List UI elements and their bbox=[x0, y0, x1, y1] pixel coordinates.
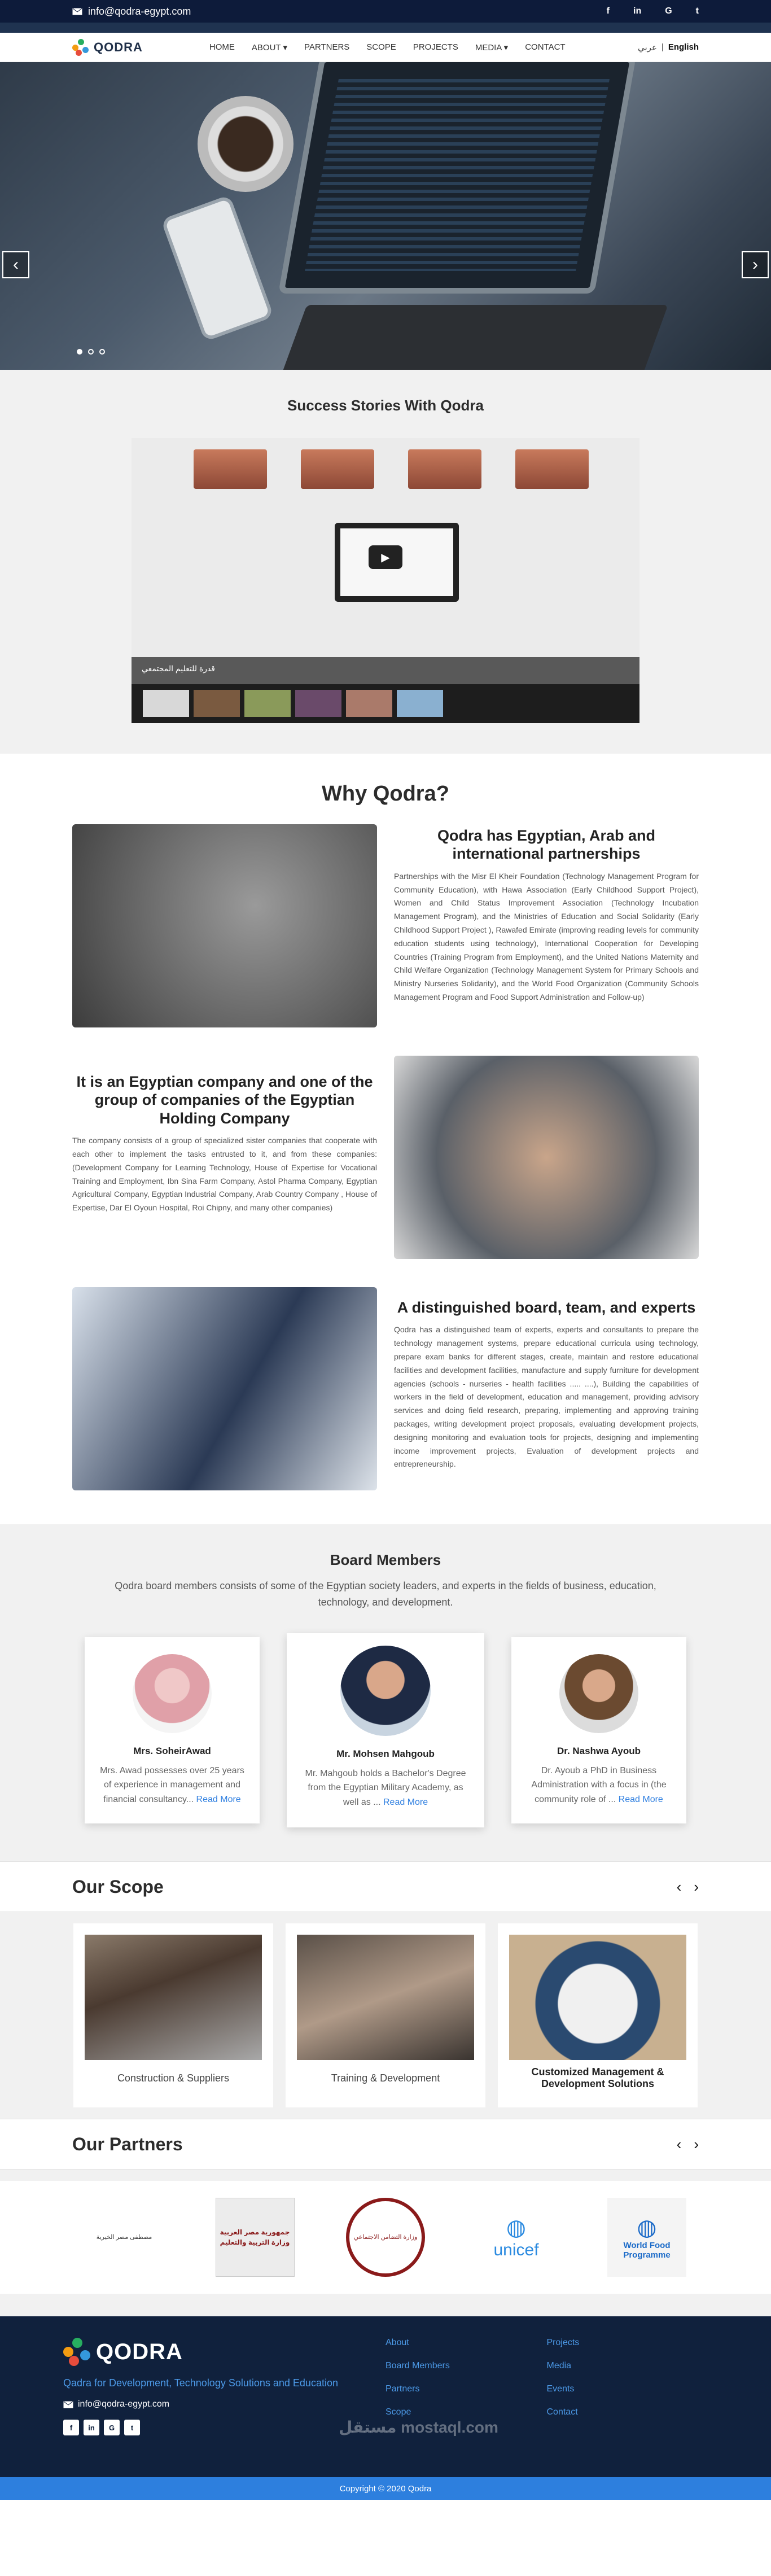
watermark: مستقل mostaql.com bbox=[339, 2418, 498, 2437]
board-member-bio: Mr. Mahgoub holds a Bachelor's Degree from the Egyptian Military Academy, as well as ... bbox=[305, 1768, 466, 1807]
read-more-link[interactable]: Read More bbox=[618, 1794, 663, 1804]
twitter-icon[interactable]: t bbox=[695, 6, 699, 16]
partner-logo-unicef[interactable] bbox=[477, 2198, 556, 2277]
board-card bbox=[85, 1637, 260, 1824]
scope-prev-icon[interactable]: ‹ bbox=[676, 1878, 682, 1895]
play-button[interactable]: ▶ bbox=[369, 545, 402, 569]
partners-title: Our Partners bbox=[72, 2133, 183, 2154]
board-member-name: Mr. Mohsen Mahgoub bbox=[336, 1748, 435, 1759]
nav-projects[interactable]: PROJECTS bbox=[413, 42, 458, 52]
video-thumb[interactable] bbox=[194, 690, 240, 717]
partners-header bbox=[0, 2119, 771, 2170]
partner-logo-text: جمهورية مصر العربية وزارة التربية والتعليم bbox=[220, 2228, 290, 2247]
partner-logo-text: مصطفى مصر الخيرية bbox=[96, 2233, 152, 2241]
video-building bbox=[194, 449, 267, 489]
board-member-bio: Mrs. Awad possesses over 25 years of experience in management and financial consultancy... bbox=[100, 1765, 244, 1804]
scope-image bbox=[85, 1935, 262, 2060]
video-building bbox=[301, 449, 374, 489]
hero-carousel bbox=[0, 62, 771, 370]
team-hands-image bbox=[394, 1056, 699, 1259]
scope-item[interactable] bbox=[498, 1923, 698, 2107]
twitter-icon[interactable]: t bbox=[124, 2420, 140, 2435]
video-thumb[interactable] bbox=[346, 690, 392, 717]
avatar bbox=[133, 1654, 212, 1733]
board-member-name: Mrs. SoheirAwad bbox=[133, 1745, 211, 1756]
globe-icon: ◍ bbox=[637, 2215, 657, 2241]
video-thumb[interactable] bbox=[295, 690, 341, 717]
scope-next-icon[interactable]: › bbox=[694, 1878, 699, 1895]
board-title: Board Members bbox=[330, 1551, 441, 1568]
footer-link-contact[interactable]: Contact bbox=[546, 2407, 578, 2417]
why-text: The company consists of a group of specialized sister companies that cooperate with each other to implement the tasks entrusted to it, and from these companies: (Development Company for Learning Technology, House of Expertise for Vocational Training and Employment, Ibn Sina Farm Company, Astol Pharma Company, Egyptian Agricultural Company, Egyptian Industrial Company, Arab Country Company , House of Expertise, Dar El Oyoun Hospital, Roi Chipny, and many other companies) bbox=[72, 1136, 377, 1213]
hero-laptop bbox=[278, 62, 636, 294]
footer-link-scope[interactable]: Scope bbox=[386, 2407, 411, 2417]
scope-label: Training & Development bbox=[331, 2072, 440, 2084]
success-stories-section bbox=[0, 370, 771, 754]
footer-link-projects[interactable]: Projects bbox=[546, 2338, 580, 2348]
success-stories-title: Success Stories With Qodra bbox=[287, 397, 484, 414]
site-logo[interactable] bbox=[72, 39, 143, 56]
linkedin-icon[interactable]: in bbox=[84, 2420, 99, 2435]
lang-arabic[interactable]: عربي bbox=[638, 42, 657, 53]
lang-english[interactable]: English bbox=[668, 42, 699, 52]
partners-section bbox=[0, 2170, 771, 2316]
copyright-text: Copyright © 2020 Qodra bbox=[339, 2483, 432, 2494]
google-plus-icon[interactable]: G bbox=[665, 6, 672, 16]
scope-item[interactable] bbox=[286, 1923, 485, 2107]
why-qodra-title: Why Qodra? bbox=[322, 782, 449, 806]
partner-logo-social-solidarity[interactable] bbox=[346, 2198, 425, 2277]
avatar bbox=[340, 1646, 431, 1736]
read-more-link[interactable]: Read More bbox=[196, 1794, 241, 1804]
scope-label: Construction & Suppliers bbox=[117, 2072, 230, 2084]
video-thumbnails bbox=[132, 684, 639, 723]
video-thumb[interactable] bbox=[244, 690, 291, 717]
nav-media[interactable]: MEDIA ▾ bbox=[475, 42, 509, 53]
video-thumb[interactable] bbox=[397, 690, 443, 717]
envelope-icon bbox=[63, 2401, 73, 2408]
scope-header bbox=[0, 1861, 771, 1912]
lang-separator: | bbox=[661, 42, 664, 52]
board-member-bio: Dr. Ayoub a PhD in Business Administration with a focus in (the community role of ... bbox=[531, 1765, 667, 1804]
scope-image bbox=[297, 1935, 474, 2060]
scope-label: Customized Management & Development Solutions bbox=[531, 2066, 664, 2090]
board-card bbox=[287, 1633, 484, 1828]
why-heading: It is an Egyptian company and one of the group of companies of the Egyptian Holding Company bbox=[76, 1073, 373, 1127]
carousel-dot[interactable] bbox=[77, 349, 82, 355]
main-nav bbox=[0, 33, 771, 62]
top-email-text: info@qodra-egypt.com bbox=[88, 5, 191, 17]
footer-tagline: Qadra for Development, Technology Solutions and Education bbox=[63, 2377, 338, 2389]
video-player[interactable] bbox=[132, 438, 639, 723]
scope-title: Our Scope bbox=[72, 1876, 164, 1897]
carousel-dot[interactable] bbox=[99, 349, 105, 355]
footer-link-partners[interactable]: Partners bbox=[386, 2384, 420, 2394]
nav-home[interactable]: HOME bbox=[209, 42, 235, 52]
board-subtitle: Qodra board members consists of some of the Egyptian society leaders, and experts in the fields of business, education, technology, and development. bbox=[115, 1580, 656, 1608]
logo-icon bbox=[63, 2338, 91, 2366]
nav-partners[interactable]: PARTNERS bbox=[304, 42, 350, 52]
partner-logo-wfp[interactable] bbox=[607, 2198, 686, 2277]
linkedin-icon[interactable]: in bbox=[633, 6, 642, 16]
board-member-name: Dr. Nashwa Ayoub bbox=[557, 1745, 641, 1756]
carousel-next-button[interactable]: › bbox=[742, 251, 769, 278]
why-text: Qodra has a distinguished team of experts, experts and consultants to prepare the technology management systems, prepare educational curricula using technology, prepare exam banks for different stages, create, maintain and restore educational facilities and development facilities, manufacture and supply furniture for development agencies (schools - nurseries - health facilities ..... ....), Building the capabilities of workers in the field of development, education and management, providing advisory services and doing field research, preparing, implementing and approving training packages, writing development project proposals, evaluating development projects, designing monitoring and evaluation tools for projects, designing and implementing income improvement projects, Evaluation of development projects and entrepreneurship. bbox=[394, 1325, 699, 1469]
footer-link-media[interactable]: Media bbox=[546, 2361, 572, 2371]
nav-scope[interactable]: SCOPE bbox=[366, 42, 396, 52]
envelope-icon bbox=[72, 8, 82, 15]
why-row bbox=[72, 1056, 699, 1259]
footer-link-events[interactable]: Events bbox=[546, 2384, 575, 2394]
hero-keyboard bbox=[280, 305, 668, 370]
footer-link-board[interactable]: Board Members bbox=[386, 2361, 450, 2371]
top-email[interactable] bbox=[72, 6, 191, 18]
globe-icon: ◍ bbox=[506, 2215, 526, 2241]
carousel-prev-button[interactable]: ‹ bbox=[2, 251, 29, 278]
partners-next-icon[interactable]: › bbox=[694, 2135, 699, 2153]
footer-link-about[interactable]: About bbox=[386, 2338, 409, 2348]
video-building bbox=[408, 449, 481, 489]
header-stripe bbox=[0, 23, 771, 33]
facebook-icon[interactable]: f bbox=[63, 2420, 79, 2435]
businessman-image bbox=[72, 1287, 377, 1490]
video-building bbox=[515, 449, 589, 489]
why-text: Partnerships with the Misr El Kheir Foundation (Technology Management Program for Community Education), with Hawa Association (Early Childhood Support Project), Women and Child Status Improvement Association (Technology Incubation Management Program), and the Ministries of Education and Social Solidarity (Early Childhood Support Project ), Rawafed Emirate (improving reading levels for community education students using technology), International Cooperation for Developing Countries (Training Program from Employment), and the United Nations Maternity and Child Welfare Organization (Technology Management System for Primary Schools and Ministry Nurseries Solidarity), and the World Food Organization (Community Schools Management Program and Food Support Administration and Follow-up) bbox=[394, 871, 699, 1001]
logo-icon bbox=[72, 39, 89, 56]
avatar bbox=[559, 1654, 638, 1733]
why-heading: Qodra has Egyptian, Arab and international partnerships bbox=[437, 827, 656, 863]
hero-phone bbox=[161, 195, 274, 342]
partners-prev-icon[interactable]: ‹ bbox=[676, 2135, 682, 2153]
partner-logo-text: World Food Programme bbox=[623, 2241, 671, 2260]
read-more-link[interactable]: Read More bbox=[383, 1797, 428, 1807]
nav-contact[interactable]: CONTACT bbox=[525, 42, 566, 52]
nav-about[interactable]: ABOUT ▾ bbox=[251, 42, 287, 53]
scope-image bbox=[509, 1935, 686, 2060]
why-qodra-section bbox=[0, 754, 771, 1524]
world-map-image bbox=[72, 824, 377, 1027]
facebook-icon[interactable]: f bbox=[606, 6, 610, 16]
partner-logo-ministry-education[interactable] bbox=[216, 2198, 295, 2277]
footer-logo-text: QODRA bbox=[96, 2339, 183, 2364]
footer bbox=[0, 2316, 771, 2477]
copyright-bar bbox=[0, 2477, 771, 2500]
footer-email-text: info@qodra-egypt.com bbox=[78, 2399, 170, 2409]
hero-coffee-cup bbox=[198, 96, 293, 192]
google-plus-icon[interactable]: G bbox=[104, 2420, 120, 2435]
partner-logo-text: unicef bbox=[493, 2241, 539, 2260]
carousel-indicators bbox=[77, 349, 105, 355]
partner-logo-misr-elkheir[interactable] bbox=[85, 2198, 164, 2277]
footer-email[interactable] bbox=[63, 2399, 386, 2409]
video-title: قدرة للتعليم المجتمعي bbox=[142, 664, 215, 673]
logo-text: QODRA bbox=[94, 40, 143, 54]
board-card bbox=[511, 1637, 686, 1824]
board-section bbox=[0, 1524, 771, 1861]
partner-logo-text: وزارة التضامن الاجتماعي bbox=[353, 2233, 418, 2241]
video-thumb[interactable] bbox=[143, 690, 189, 717]
top-bar bbox=[0, 0, 771, 23]
why-row bbox=[72, 1287, 699, 1490]
why-row bbox=[72, 824, 699, 1027]
carousel-dot[interactable] bbox=[88, 349, 94, 355]
scope-section bbox=[0, 1912, 771, 2119]
scope-item[interactable] bbox=[73, 1923, 273, 2107]
footer-logo[interactable] bbox=[63, 2338, 386, 2366]
why-heading: A distinguished board, team, and experts bbox=[397, 1299, 696, 1316]
